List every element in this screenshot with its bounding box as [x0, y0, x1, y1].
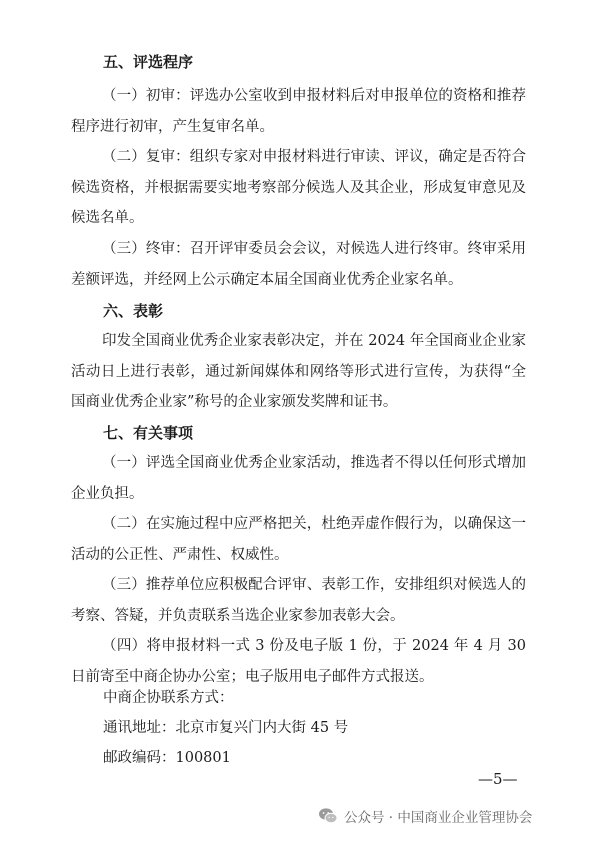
paragraph-matter-4: （四）将申报材料一式 3 份及电子版 1 份，于 2024 年 4 月 30 日前寄至中商企协办公室；电子版用电子邮件方式报送。 — [71, 638, 526, 685]
contact-title: 中商企协联系方式： — [103, 690, 234, 706]
page-number: —5— — [478, 770, 518, 788]
contact-postcode: 邮政编码：100801 — [103, 750, 231, 766]
section-heading-evaluation-procedure: 五、评选程序 — [103, 53, 194, 71]
contact-address: 通讯地址：北京市复兴门内大街 45 号 — [103, 720, 349, 736]
paragraph-matter-3: （三）推荐单位应积极配合评审、表彰工作，安排组织对候选人的考察、答疑，并负责联系当选企业家参加表彰大会。 — [71, 577, 526, 624]
section-heading-commendation: 六、表彰 — [103, 302, 164, 320]
paragraph-commendation: 印发全国商业优秀企业家表彰决定，并在 2024 年全国商业企业家活动日上进行表彰，通过新闻媒体和网络等形式进行宣传，为获得“全国商业优秀企业家”称号的企业家颁发奖牌和证书。 — [71, 333, 526, 410]
paragraph-preliminary-review: （一）初审：评选办公室收到申报材料后对申报单位的资格和推荐程序进行初审，产生复审名单。 — [71, 88, 526, 135]
watermark — [318, 806, 532, 826]
paragraph-matter-2: （二）在实施过程中应严格把关，杜绝弄虚作假行为，以确保这一活动的公正性、严肃性、权威性。 — [71, 516, 526, 563]
watermark-text: 公众号 · 中国商业企业管理协会 — [344, 810, 533, 826]
paragraph-matter-1: （一）评选全国商业优秀企业家活动，推选者不得以任何形式增加企业负担。 — [71, 455, 526, 502]
paragraph-final-review: （三）终审：召开评审委员会会议，对候选人进行终审。终审采用差额评选，并经网上公示确定本届全国商业优秀企业家名单。 — [71, 241, 526, 288]
paragraph-second-review: （二）复审：组织专家对申报材料进行审读、评议，确定是否符合候选资格，并根据需要实地考察部分候选人及其企业，形成复审意见及候选名单。 — [71, 149, 526, 226]
wechat-icon — [318, 807, 338, 825]
section-heading-related-matters: 七、有关事项 — [103, 424, 194, 442]
